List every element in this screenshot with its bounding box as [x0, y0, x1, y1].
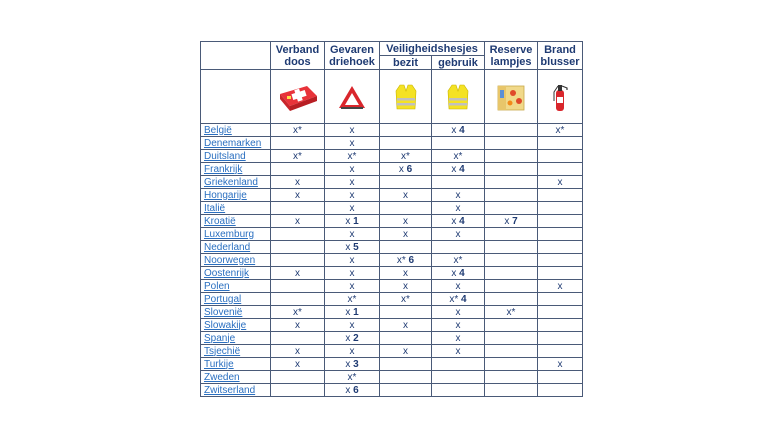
requirement-cell [271, 163, 325, 176]
country-link[interactable]: Spanje [201, 332, 271, 345]
fire-extinguisher-icon [538, 70, 583, 124]
requirement-cell: x [325, 202, 380, 215]
requirement-cell: x [271, 319, 325, 332]
requirement-cell [380, 176, 432, 189]
country-link[interactable]: Duitsland [201, 150, 271, 163]
requirement-cell [271, 228, 325, 241]
table-row [201, 332, 583, 345]
requirement-cell: x [380, 189, 432, 202]
table-row [201, 124, 583, 137]
requirement-cell [485, 293, 538, 306]
requirement-cell [485, 150, 538, 163]
requirement-cell: x [380, 280, 432, 293]
requirement-cell [538, 137, 583, 150]
requirement-cell [485, 137, 538, 150]
table-row [201, 215, 583, 228]
requirement-cell: x [325, 280, 380, 293]
requirement-cell [485, 254, 538, 267]
requirement-cell [485, 371, 538, 384]
requirement-cell [432, 176, 485, 189]
requirement-cell: x* [325, 150, 380, 163]
country-link[interactable]: Italië [201, 202, 271, 215]
requirement-cell: x* [432, 254, 485, 267]
requirement-cell [432, 137, 485, 150]
requirement-cell [380, 202, 432, 215]
requirement-cell: x [325, 345, 380, 358]
requirement-cell: x* [485, 306, 538, 319]
requirement-cell: x 6 [380, 163, 432, 176]
requirement-cell [538, 228, 583, 241]
requirement-cell [271, 241, 325, 254]
table-row [201, 241, 583, 254]
requirement-cell: x* [432, 150, 485, 163]
requirement-cell: x [271, 176, 325, 189]
requirement-cell [271, 280, 325, 293]
country-link[interactable]: Turkije [201, 358, 271, 371]
requirement-cell [485, 124, 538, 137]
requirement-cell: x [271, 215, 325, 228]
table-row [201, 345, 583, 358]
requirement-cell [538, 319, 583, 332]
requirement-cell [485, 163, 538, 176]
country-link[interactable]: Slowakije [201, 319, 271, 332]
requirement-cell [538, 202, 583, 215]
requirement-cell: x 1 [325, 215, 380, 228]
requirement-cell [538, 371, 583, 384]
requirement-cell: x [538, 280, 583, 293]
requirement-cell: x [271, 345, 325, 358]
header-first-aid-kit: Verband doos [271, 42, 325, 70]
country-link[interactable]: Griekenland [201, 176, 271, 189]
requirement-cell [380, 358, 432, 371]
requirement-cell [485, 384, 538, 397]
header-spare-bulbs: Reserve lampjes [485, 42, 538, 70]
first-aid-kit-icon [271, 70, 325, 124]
table-row [201, 163, 583, 176]
table-row [201, 150, 583, 163]
country-link[interactable]: Frankrijk [201, 163, 271, 176]
safety-vest-icon [432, 70, 485, 124]
requirement-cell: x* [538, 124, 583, 137]
requirement-cell: x [325, 176, 380, 189]
requirement-cell: x* [380, 150, 432, 163]
requirement-cell: x [325, 137, 380, 150]
requirement-cell: x [380, 228, 432, 241]
table-body [201, 124, 583, 397]
table-row [201, 384, 583, 397]
requirement-cell [271, 254, 325, 267]
requirement-cell: x* 4 [432, 293, 485, 306]
requirement-cell: x 4 [432, 267, 485, 280]
country-link[interactable]: Zwitserland [201, 384, 271, 397]
requirement-cell [485, 332, 538, 345]
requirement-cell: x 7 [485, 215, 538, 228]
requirement-cell [485, 345, 538, 358]
requirement-cell: x [538, 358, 583, 371]
requirement-cell: x 4 [432, 124, 485, 137]
requirement-cell [380, 137, 432, 150]
requirements-table [200, 41, 583, 397]
header-fire-extinguisher: Brand blusser [538, 42, 583, 70]
requirement-cell: x [271, 267, 325, 280]
requirement-cell [538, 150, 583, 163]
country-link[interactable]: Hongarije [201, 189, 271, 202]
requirement-cell: x [325, 254, 380, 267]
requirement-cell: x [325, 124, 380, 137]
requirement-cell: x [325, 163, 380, 176]
requirement-cell: x* [325, 371, 380, 384]
requirement-cell [538, 332, 583, 345]
requirement-cell [271, 371, 325, 384]
requirement-cell [538, 163, 583, 176]
country-header [201, 42, 271, 70]
empty-image-cell [201, 70, 271, 124]
header-vest-owned: bezit [380, 56, 432, 70]
header-warning-triangle: Gevaren driehoek [325, 42, 380, 70]
requirement-cell [432, 241, 485, 254]
requirement-cell [485, 202, 538, 215]
requirement-cell [432, 384, 485, 397]
requirement-cell: x 6 [325, 384, 380, 397]
table-row [201, 254, 583, 267]
requirement-cell: x [380, 319, 432, 332]
country-link[interactable]: Kroatië [201, 215, 271, 228]
requirement-cell [485, 241, 538, 254]
requirement-cell [271, 332, 325, 345]
header-vest-use: gebruik [432, 56, 485, 70]
requirement-cell [271, 293, 325, 306]
table-row [201, 202, 583, 215]
country-link[interactable]: Noorwegen [201, 254, 271, 267]
country-link[interactable]: Polen [201, 280, 271, 293]
requirement-cell [485, 280, 538, 293]
requirement-cell [380, 306, 432, 319]
country-link[interactable]: Luxemburg [201, 228, 271, 241]
requirement-cell: x [325, 319, 380, 332]
requirement-cell: x [380, 215, 432, 228]
country-link[interactable]: België [201, 124, 271, 137]
requirement-cell [380, 371, 432, 384]
requirement-cell [538, 241, 583, 254]
safety-vest-icon [380, 70, 432, 124]
requirement-cell [538, 254, 583, 267]
requirement-cell [538, 384, 583, 397]
table-row [201, 267, 583, 280]
requirement-cell: x [380, 267, 432, 280]
table-row [201, 306, 583, 319]
requirement-cell: x [325, 189, 380, 202]
country-link[interactable]: Oostenrijk [201, 267, 271, 280]
requirement-cell [485, 189, 538, 202]
requirement-cell [271, 137, 325, 150]
requirement-cell: x* [271, 306, 325, 319]
requirement-cell: x [432, 280, 485, 293]
requirement-cell: x [271, 358, 325, 371]
table-row [201, 293, 583, 306]
country-link[interactable]: Portugal [201, 293, 271, 306]
requirement-cell [432, 358, 485, 371]
requirement-cell [380, 124, 432, 137]
requirement-cell [485, 176, 538, 189]
requirement-cell: x [538, 176, 583, 189]
requirement-cell: x 3 [325, 358, 380, 371]
requirement-cell: x 1 [325, 306, 380, 319]
requirement-cell: x [432, 306, 485, 319]
requirement-cell [380, 332, 432, 345]
table-row [201, 137, 583, 150]
requirement-cell: x 2 [325, 332, 380, 345]
requirement-cell [485, 358, 538, 371]
requirement-cell [485, 228, 538, 241]
requirement-cell [538, 306, 583, 319]
country-link[interactable]: Tsjechië [201, 345, 271, 358]
requirement-cell [538, 293, 583, 306]
requirement-cell: x* [271, 150, 325, 163]
warning-triangle-icon [325, 70, 380, 124]
requirement-cell: x [432, 345, 485, 358]
requirement-cell: x [432, 319, 485, 332]
requirement-cell [538, 267, 583, 280]
requirement-cell: x* [325, 293, 380, 306]
requirement-cell: x [271, 189, 325, 202]
requirement-cell: x [380, 345, 432, 358]
requirement-cell [271, 384, 325, 397]
header-safety-vests: Veiligheidshesjes [380, 42, 485, 56]
requirement-cell: x 4 [432, 215, 485, 228]
requirement-cell: x [432, 228, 485, 241]
table-row [201, 189, 583, 202]
table-row [201, 371, 583, 384]
table-row [201, 358, 583, 371]
requirement-cell [485, 319, 538, 332]
requirement-cell [432, 371, 485, 384]
requirement-cell [380, 384, 432, 397]
requirement-cell: x [325, 267, 380, 280]
table-row [201, 176, 583, 189]
requirement-cell: x 5 [325, 241, 380, 254]
spare-bulbs-icon [485, 70, 538, 124]
requirement-cell: x 4 [432, 163, 485, 176]
requirement-cell: x [432, 332, 485, 345]
requirement-cell: x* [271, 124, 325, 137]
table-row [201, 280, 583, 293]
requirement-cell [538, 345, 583, 358]
country-link[interactable]: Slovenië [201, 306, 271, 319]
requirement-cell: x [432, 189, 485, 202]
country-link[interactable]: Zweden [201, 371, 271, 384]
requirement-cell: x [432, 202, 485, 215]
requirement-cell [538, 215, 583, 228]
requirement-cell: x* 6 [380, 254, 432, 267]
requirement-cell: x [325, 228, 380, 241]
requirement-cell [485, 267, 538, 280]
table-row [201, 319, 583, 332]
requirement-cell [271, 202, 325, 215]
requirement-cell: x* [380, 293, 432, 306]
requirement-cell [538, 189, 583, 202]
requirement-cell [380, 241, 432, 254]
country-link[interactable]: Nederland [201, 241, 271, 254]
table-row [201, 228, 583, 241]
country-link[interactable]: Denemarken [201, 137, 271, 150]
